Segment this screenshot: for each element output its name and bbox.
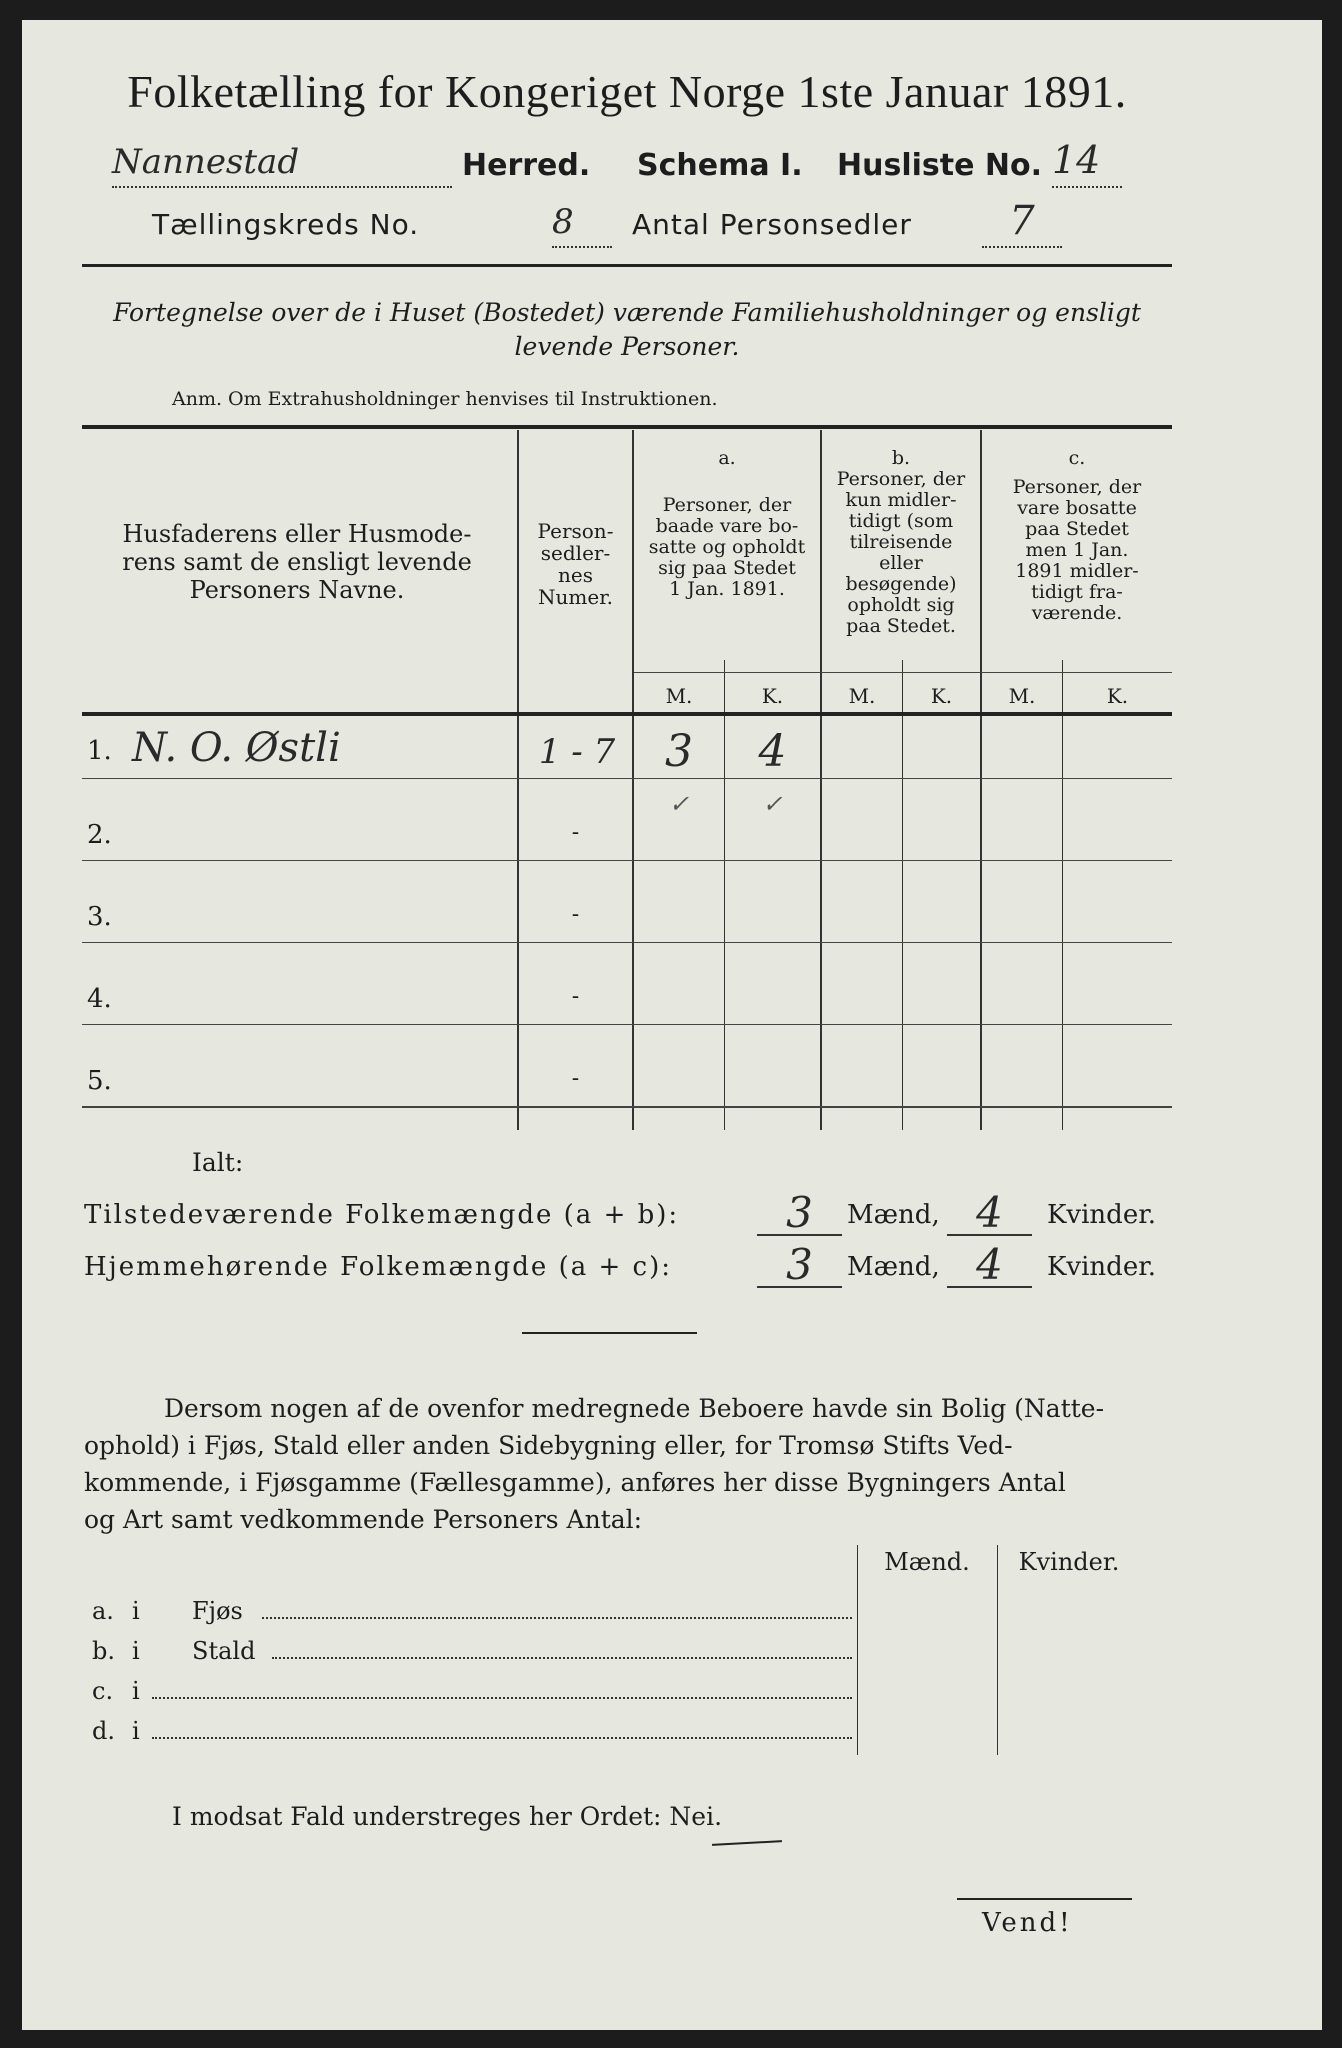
bld-divider (857, 1545, 858, 1755)
antal-label: Antal Personsedler (632, 208, 912, 241)
kreds-value: 8 (552, 202, 612, 248)
check-mark: ✓ (762, 790, 783, 818)
header-rule (82, 264, 1172, 267)
maend-label: Mænd, (847, 1200, 940, 1230)
intro-line2: levende Personer. (514, 332, 740, 361)
paragraph: Dersom nogen af de ovenfor medregnede Beboere havde sin Bolig (Natte- ophold) i Fjøs, Stald eller anden Sidebygning eller, for Tromsø Stifts Ved- kommende, i Fjøsgamme (Fællesgamme), anføres her disse Bygningers Antal og Art samt vedkommende Personers Antal: (84, 1394, 1105, 1534)
ialt-label: Ialt: (192, 1148, 244, 1177)
col-c-header: c. Personer, der vare bosatte paa Stedet men 1 Jan. 1891 midler- tidigt fra- værende. (1012, 447, 1142, 624)
til-label: Tilstedeværende Folkemængde (a + b): (84, 1200, 680, 1230)
row-a-k: 4 (758, 726, 787, 777)
maend-label: Mænd, (847, 1252, 940, 1282)
sub-k: K. (1106, 684, 1129, 708)
row-line (82, 1024, 1172, 1025)
row-line (82, 778, 1172, 779)
check-mark: ✓ (668, 790, 690, 818)
bld-row: c. i (92, 1677, 852, 1705)
col-a-header: a. Personer, der baade vare bo- satte og opholdt sig paa Stedet 1 Jan. 1891. (648, 447, 806, 600)
kreds-label: Tællingskreds No. (152, 208, 420, 241)
hjem-k-value: 4 (947, 1240, 1032, 1288)
row-line (82, 1106, 1172, 1108)
row-numer: - (571, 902, 580, 927)
sub-k: K. (761, 684, 784, 708)
row-number: 5. (87, 1066, 112, 1096)
row-number: 1. (87, 736, 112, 766)
table-top-rule (82, 425, 1172, 429)
row-line (82, 860, 1172, 861)
bld-row: b. i Stald (92, 1637, 852, 1665)
row-numer: - (571, 1066, 580, 1091)
vend-rule (957, 1898, 1132, 1900)
til-k-value: 4 (947, 1188, 1032, 1236)
anm-note: Anm. Om Extrahusholdninger henvises til Instruktionen. (172, 388, 718, 410)
row-numer: 1 - 7 (538, 732, 616, 772)
row-number: 4. (87, 984, 112, 1014)
row-numer: - (571, 984, 580, 1009)
col-b-header: b. Personer, der kun midler- tidigt (som tilreisende eller besøgende) opholdt sig paa Stedet. (836, 447, 966, 637)
nei-underline (712, 1840, 782, 1846)
bld-divider (997, 1545, 998, 1755)
row-name: N. O. Østli (132, 725, 341, 771)
husliste-value: 14 (1052, 138, 1122, 188)
census-form (22, 20, 1322, 2030)
kvinder-label: Kvinder. (1047, 1252, 1157, 1282)
row-a-m: 3 (665, 726, 693, 777)
form-title: Folketælling for Kongeriget Norge 1ste Januar 1891. (127, 66, 1127, 117)
row-number: 3. (87, 902, 112, 932)
mk-divider (902, 660, 903, 1130)
sub-m: M. (1008, 684, 1036, 708)
herred-label: Herred. (462, 148, 591, 183)
bld-row: d. i (92, 1717, 852, 1745)
kvinder-label: Kvinder. (1047, 1200, 1157, 1230)
mk-top-line (634, 672, 1172, 673)
vend-text: Vend! (982, 1908, 1073, 1938)
husliste-label: Husliste No. (837, 148, 1042, 183)
kvinder-head: Kvinder. (1018, 1548, 1120, 1576)
hjem-label: Hjemmehørende Folkemængde (a + c): (84, 1252, 672, 1282)
maend-head: Mænd. (884, 1548, 970, 1576)
herred-value: Nannestad (112, 142, 452, 188)
mk-divider (1062, 660, 1063, 1130)
separator (522, 1332, 697, 1334)
intro-line1: Fortegnelse over de i Huset (Bostedet) værende Familiehusholdninger og ensligt (113, 298, 1141, 327)
col-numer-header: Person- sedler- nes Numer. (537, 519, 614, 609)
bld-row: a. i Fjøs (92, 1597, 852, 1625)
antal-value: 7 (982, 198, 1062, 248)
sub-m: M. (665, 684, 693, 708)
til-m-value: 3 (757, 1188, 842, 1236)
modsat-text: I modsat Fald understreges her Ordet: Nei. (172, 1802, 723, 1831)
row-numer: - (571, 820, 580, 845)
col-names-header: Husfaderens eller Husmode- rens samt de ensligt levende Personers Navne. (122, 520, 472, 604)
hjem-m-value: 3 (757, 1240, 842, 1288)
sub-k: K. (930, 684, 953, 708)
row-number: 2. (87, 820, 112, 850)
header-bottom-rule (82, 712, 1172, 716)
row-line (82, 942, 1172, 943)
schema-label: Schema I. (637, 148, 803, 183)
sub-m: M. (848, 684, 876, 708)
